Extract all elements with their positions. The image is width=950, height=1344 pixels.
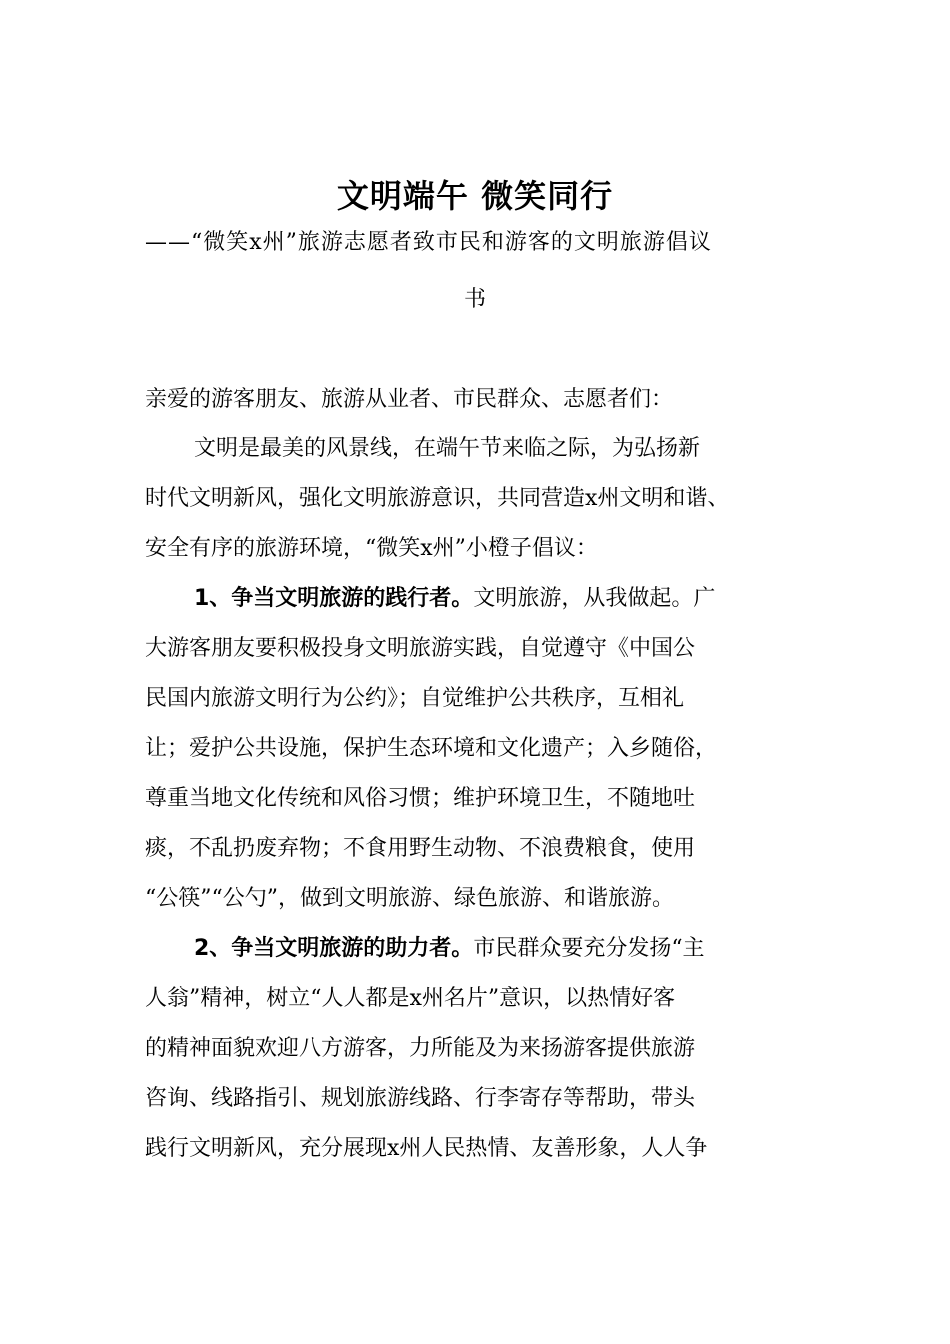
item2-line: 咨询、线路指引、规划旅游线路、行李寄存等帮助，带头: [145, 1086, 696, 1111]
item1-line: 痰，不乱扔废弃物；不食用野生动物、不浪费粮食，使用: [145, 836, 696, 861]
item1-line: “公筷”“公勺”，做到文明旅游、绿色旅游、和谐旅游。: [145, 886, 674, 911]
intro-line: 文明是最美的风景线，在端午节来临之际，为弘扬新: [194, 436, 701, 461]
item1-line: 让；爱护公共设施，保护生态环境和文化遗产；入乡随俗，: [145, 736, 718, 761]
salutation: 亲爱的游客朋友、旅游从业者、市民群众、志愿者们：: [145, 387, 674, 412]
item1-heading: 1、争当文明旅游的践行者。: [194, 586, 474, 611]
document-subtitle-continuation: 书: [463, 287, 486, 312]
intro-line: 安全有序的旅游环境，“微笑x州”小橙子倡议：: [145, 536, 598, 561]
item1-first-line: [194, 574, 884, 624]
item2-heading: 2、争当文明旅游的助力者。: [194, 936, 474, 961]
item1-line: 大游客朋友要积极投身文明旅游实践，自觉遵守《中国公: [145, 636, 696, 661]
item2-line: 的精神面貌欢迎八方游客，力所能及为来扬游客提供旅游: [145, 1036, 696, 1061]
document-subtitle: ——“微笑x州”旅游志愿者致市民和游客的文明旅游倡议: [145, 230, 712, 255]
item1-text: 文明旅游，从我做起。广: [473, 586, 716, 611]
item1-line: 民国内旅游文明行为公约》；自觉维护公共秩序，互相礼: [145, 686, 685, 711]
item2-line: 践行文明新风，充分展现x州人民热情、友善形象，人人争: [145, 1136, 708, 1161]
item2-line: 人翁”精神，树立“人人都是x州名片”意识，以热情好客: [145, 986, 676, 1011]
item1-line: 尊重当地文化传统和风俗习惯；维护环境卫生，不随地吐: [145, 786, 696, 811]
item2-first-line: [194, 924, 884, 974]
item2-text: 市民群众要充分发扬“主: [473, 936, 705, 961]
document-title: 文明端午 微笑同行: [336, 177, 614, 215]
intro-line: 时代文明新风，强化文明旅游意识，共同营造x州文明和谐、: [145, 486, 730, 511]
